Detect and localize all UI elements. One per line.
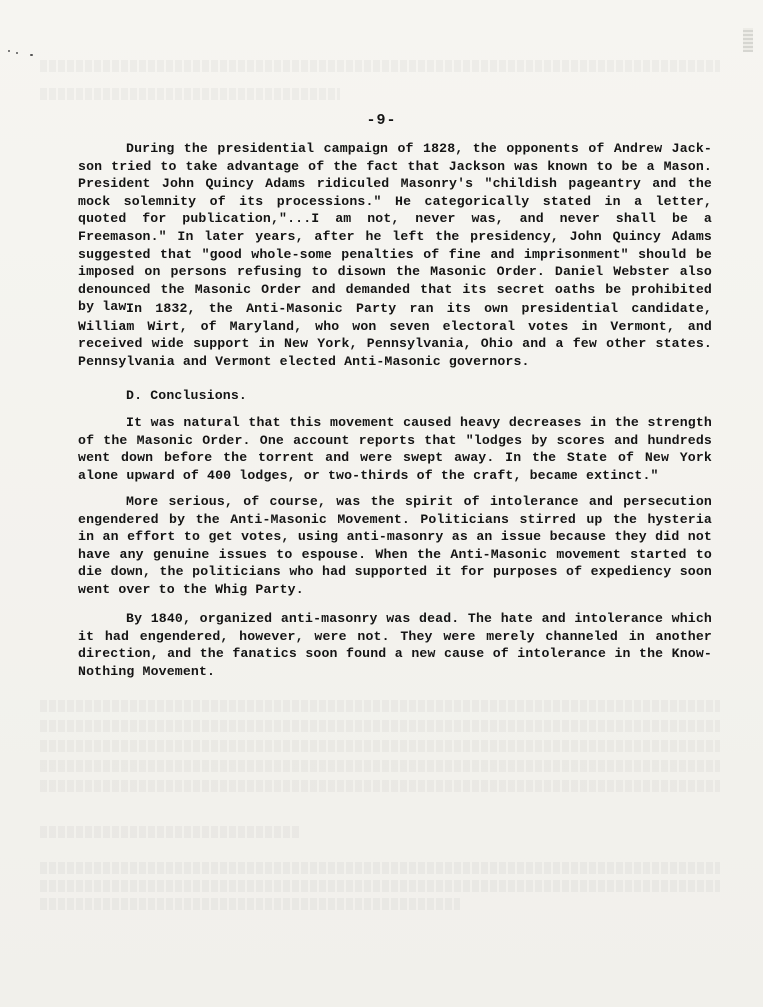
margin-speck-marks (6, 48, 36, 58)
paragraph: By 1840, organized anti-masonry was dead. The hate and intolerance which it had engendered, however, were not. They were merely channeled in another direction, and the fanatics soon found a new cause of intolerance in the Know-Nothing Movement. (78, 611, 712, 679)
bleed-through-texture (40, 720, 720, 732)
section-heading: D. Conclusions. (126, 388, 247, 403)
bleed-through-texture (40, 880, 720, 892)
paragraph: During the presidential campaign of 1828, the opponents of Andrew Jack-son tried to take advantage of the fact that Jackson was known to be a Mason. President John Quincy Adams ridiculed Masonry's "childish pageantry and the mock solemnity of its processions." He categorically stated in a letter, quoted for publication,"...I am not, never was, and never shall be a Freemason." In later years, after he left the presidency, John Quincy Adams suggested that "good whole-some penalties of fine and imprisonment" should be imposed on persons refusing to disown the Masonic Order. Daniel Webster also denounced the Masonic Order and demanded that its secret oaths be prohibited by law. (78, 141, 712, 315)
paragraph: In 1832, the Anti-Masonic Party ran its own presidential candidate, William Wirt, of Maryland, who won seven electoral votes in Vermont, and received wide support in New York, Pennsylvania, Ohio and a few other states. Pennsylvania and Vermont elected Anti-Masonic governors. (78, 301, 712, 369)
bleed-through-texture (40, 898, 460, 910)
paragraph: It was natural that this movement caused heavy decreases in the strength of the Masonic Order. One account reports that "lodges by scores and hundreds went down before the torrent and were swept away. In the State of New York alone upward of 400 lodges, or two-thirds of the craft, became extinct." (78, 415, 712, 483)
bleed-through-texture (40, 826, 300, 838)
bleed-through-texture (40, 780, 720, 792)
archive-stamp-mark (743, 28, 753, 52)
bleed-through-texture (40, 740, 720, 752)
bleed-through-texture (40, 88, 340, 100)
bleed-through-texture (40, 700, 720, 712)
bleed-through-texture (40, 760, 720, 772)
paragraph: More serious, of course, was the spirit of intolerance and persecution engendered by the Anti-Masonic Movement. Politicians stirred up the hysteria in an effort to get votes, using anti-masonry as an issue because they did not have any genuine issues to espouse. When the Anti-Masonic movement started to die down, the politicians who had supported it for purposes of expediency soon went over to the Whig Party. (78, 494, 712, 597)
bleed-through-texture (40, 60, 720, 72)
page-number: -9- (366, 112, 397, 129)
bleed-through-texture (40, 862, 720, 874)
